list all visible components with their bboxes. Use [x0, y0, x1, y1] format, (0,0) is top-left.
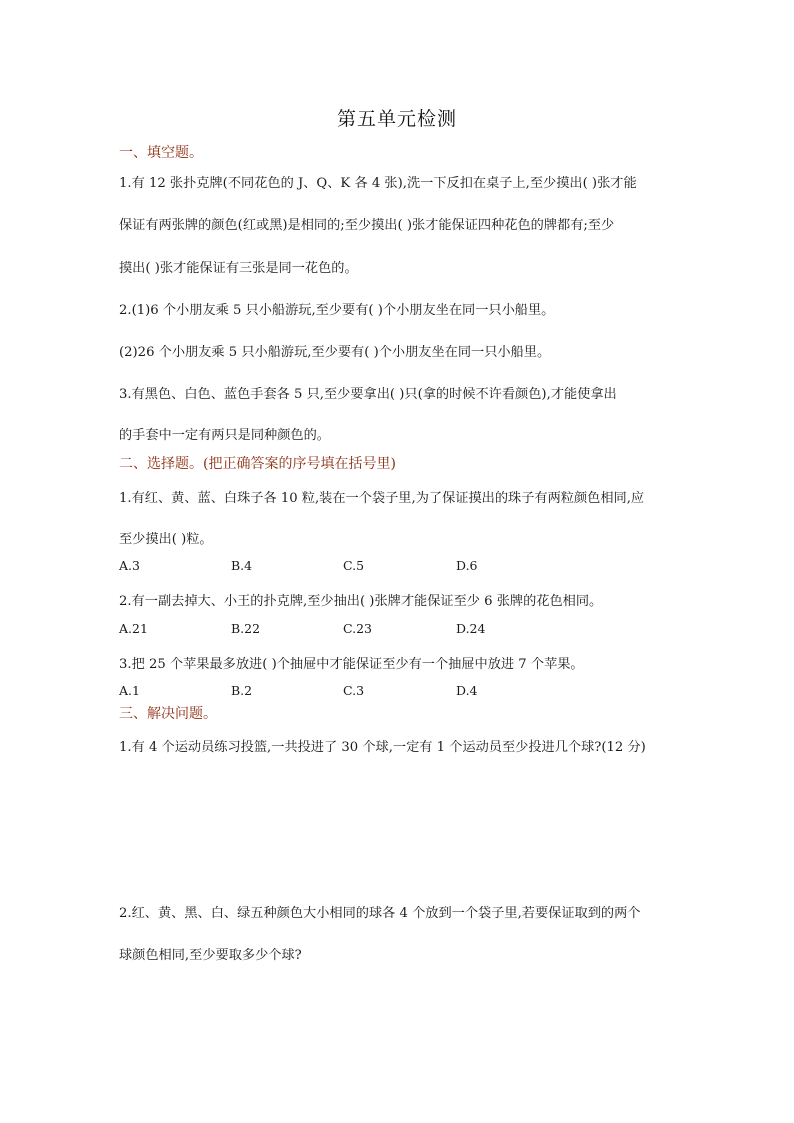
fill-q1-line2: 保证有两张牌的颜色(红或黑)是相同的;至少摸出( )张才能保证四种花色的牌都有;至少: [119, 218, 615, 233]
choice-q2-option-a: A.21: [119, 621, 148, 636]
section-heading-solve: 三、解决问题。: [119, 706, 217, 722]
choice-q1-option-a: A.3: [119, 558, 140, 573]
choice-q3-option-c: C.3: [343, 683, 365, 698]
choice-q2-line1: 2.有一副去掉大、小王的扑克牌,至少抽出( )张牌才能保证至少 6 张牌的花色相同。: [119, 594, 603, 609]
choice-q3-line1: 3.把 25 个苹果最多放进( )个抽屉中才能保证至少有一个抽屉中放进 7 个苹果。: [119, 657, 584, 672]
fill-q2-line2: (2)26 个小朋友乘 5 只小船游玩,至少要有( )个小朋友坐在同一只小船里。: [119, 345, 551, 360]
choice-q3-option-a: A.1: [119, 683, 140, 698]
choice-q2-option-b: B.22: [231, 621, 261, 636]
choice-q1-line2: 至少摸出( )粒。: [119, 532, 213, 547]
fill-q1-line3: 摸出( )张才能保证有三张是同一花色的。: [119, 261, 358, 276]
choice-q2-option-d: D.24: [456, 621, 486, 636]
fill-q3-line2: 的手套中一定有两只是同种颜色的。: [119, 428, 330, 443]
choice-q1-option-b: B.4: [231, 558, 253, 573]
solve-q2-line1: 2.红、黄、黑、白、绿五种颜色大小相同的球各 4 个放到一个袋子里,若要保证取到的两个: [119, 906, 641, 921]
choice-q1-option-c: C.5: [343, 558, 365, 573]
page-title: 第五单元检测: [336, 108, 457, 130]
choice-q1-option-d: D.6: [456, 558, 478, 573]
fill-q3-line1: 3.有黑色、白色、蓝色手套各 5 只,至少要拿出( )只(拿的时候不许看颜色),才能使拿出: [119, 387, 617, 402]
choice-q2-option-c: C.23: [343, 621, 372, 636]
fill-q1-line1: 1.有 12 张扑克牌(不同花色的 J、Q、K 各 4 张),洗一下反扣在桌子上,至少摸出( )张才能: [119, 176, 637, 191]
section-heading-fill-blank: 一、填空题。: [119, 145, 203, 161]
solve-q1-line1: 1.有 4 个运动员练习投篮,一共投进了 30 个球,一定有 1 个运动员至少投进几个球?(12 分): [119, 740, 646, 755]
choice-q3-option-b: B.2: [231, 683, 253, 698]
choice-q3-option-d: D.4: [456, 683, 478, 698]
solve-q2-line2: 球颜色相同,至少要取多少个球?: [119, 948, 302, 963]
fill-q2-line1: 2.(1)6 个小朋友乘 5 只小船游玩,至少要有( )个小朋友坐在同一只小船里。: [119, 303, 555, 318]
section-heading-choice: 二、选择题。(把正确答案的序号填在括号里): [119, 456, 396, 472]
choice-q1-line1: 1.有红、黄、蓝、白珠子各 10 粒,装在一个袋子里,为了保证摸出的珠子有两粒颜色相同,应: [119, 491, 645, 506]
